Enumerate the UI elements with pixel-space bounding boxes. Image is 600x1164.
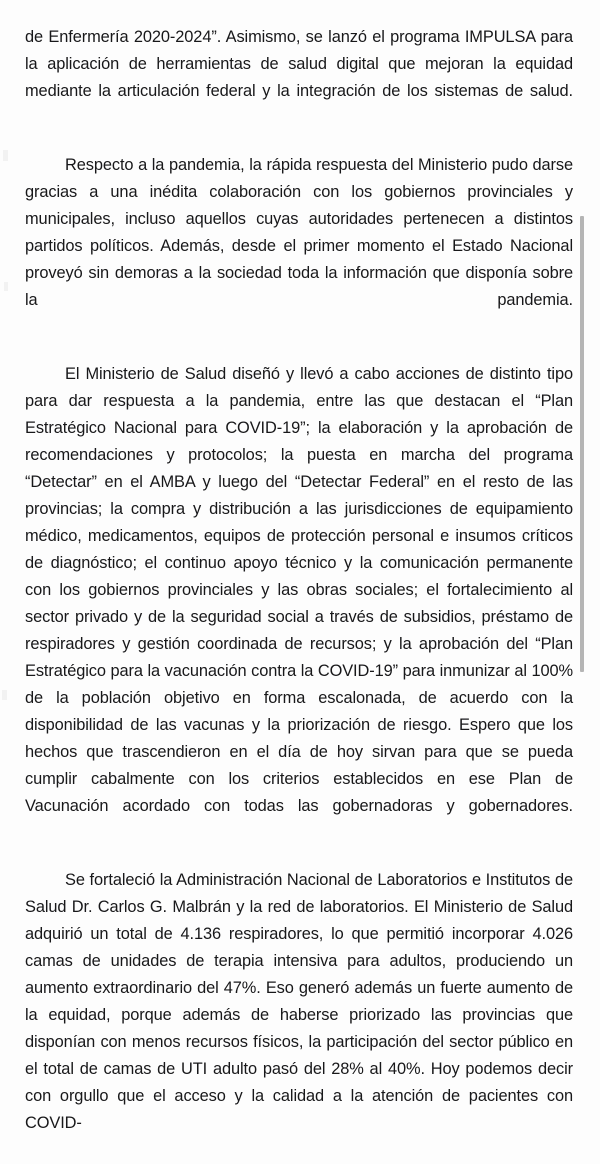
scan-artifact (2, 690, 7, 700)
paragraph-pandemia-respuesta: Respecto a la pandemia, la rápida respuesta del Ministerio pudo darse gracias a una inédita colaboración con los gobiernos provinciales y municipales, incluso aquellos cuyas autoridades pertenecen a distintos partidos políticos. Además, desde el primer momento el Estado Nacional proveyó sin demoras a la sociedad toda la información que disponía sobre la pandemia. (25, 156, 573, 309)
paragraph-malbran-respiradores: Se fortaleció la Administración Nacional de Laboratorios e Institutos de Salud Dr. Carlos G. Malbrán y la red de laboratorios. El Ministerio de Salud adquirió un total de 4.136 respiradores, lo que permitió incorporar 4.026 camas de unidades de terapia intensiva para adultos, produciendo un aumento extraordinario del 47%. Eso generó además un fuerte aumento de la equidad, porque además de haberse priorizado las provincias que disponían con menos recursos físicos, la participación del sector público en el total de camas de UTI adulto pasó del 28% al 40%. Hoy podemos decir con orgullo que el acceso y la calidad a la atención de pacientes con COVID- (25, 871, 573, 1132)
paragraph-acciones-ministerio: El Ministerio de Salud diseñó y llevó a cabo acciones de distinto tipo para dar respuesta a la pandemia, entre las que destacan el “Plan Estratégico Nacional para COVID-19”; la elaboración y la aprobación de recomendaciones y protocolos; la puesta en marcha del programa “Detectar” en el AMBA y luego del “Detectar Federal” en el resto de las provincias; la compra y distribución a las jurisdicciones de equipamiento médico, medicamentos, equipos de protección personal e insumos críticos de diagnóstico; el continuo apoyo técnico y la comunicación permanente con los gobiernos provinciales y las obras sociales; el fortalecimiento al sector privado y de la seguridad social a través de subsidios, préstamo de respiradores y gestión coordinada de recursos; y la aprobación del “Plan Estratégico para la vacunación contra la COVID-19” para inmunizar al 100% de la población objetivo en forma escalonada, de acuerdo con la disponibilidad de las vacunas y la priorización de riesgo. Espero que los hechos que trascendieron en el día de hoy sirvan para que se pueda cumplir cabalmente con los criterios establecidos en ese Plan de Vacunación acordado con todas las gobernadoras y gobernadores. (25, 365, 573, 815)
margin-change-bar (580, 216, 584, 672)
document-text-column (25, 24, 573, 1164)
paragraph-impulsa: de Enfermería 2020-2024”. Asimismo, se lanzó el programa IMPULSA para la aplicación de herramientas de salud digital que mejoran la equidad mediante la articulación federal y la integración de los sistemas de salud. (25, 28, 573, 100)
scan-artifact (4, 282, 8, 291)
scan-artifact (3, 150, 8, 161)
